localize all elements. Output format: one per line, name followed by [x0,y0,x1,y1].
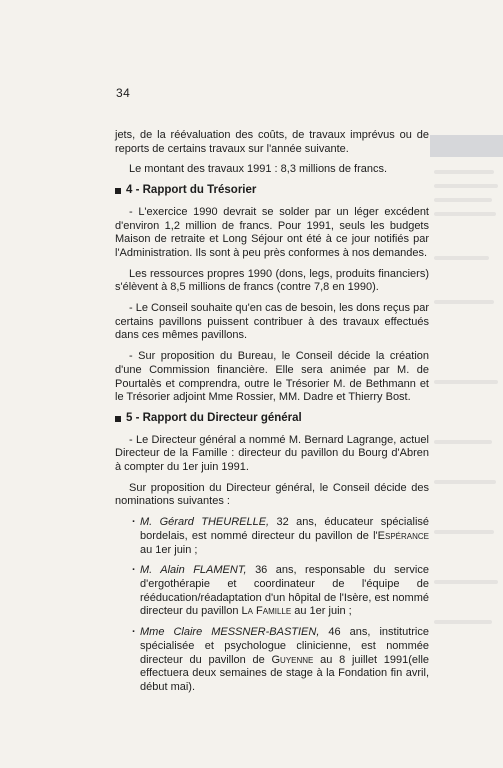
nomination-text: 32 ans, éducateur spécialisé bordelais, est nommé directeur du pavillon de l' [140,516,429,542]
paragraph: - L'exercice 1990 devrait se solder par un léger excédent d'environ 1,2 million de francs. Pour 1991, seuls les budgets Maison de retraite et Long Séjour ont été à ce jour notifiés par l'Administration. Ils sont à peu près conformes à nos demandes. [115,205,429,259]
ghost-heading-block [430,135,503,157]
bullet-dot-icon: · [132,516,136,529]
nominee-name: M. Gérard THEURELLE, [140,516,270,529]
nominee-name: M. Alain FLAMENT, [140,564,247,577]
nomination-text: au 1er juin ; [291,605,352,618]
paragraph: - Le Conseil souhaite qu'en cas de besoin, les dons reçus par certains pavillons puissent contribuer à des travaux effectués dans ces mêmes pavillons. [115,302,429,342]
body-text [115,129,429,702]
nomination-item [115,564,429,619]
pavilion-name: La Famille [241,605,292,618]
section-heading-tresorier [115,184,429,198]
ghost-line [434,300,494,304]
ghost-line [434,256,489,260]
heading-text: 4 - Rapport du Trésorier [126,184,257,197]
bullet-dot-icon: · [132,564,136,577]
square-bullet-icon [115,416,121,422]
paragraph: - Le Directeur général a nommé M. Bernard Lagrange, actuel Directeur de la Famille : directeur du pavillon du Bourg d'Abren à compter du 1er juin 1991. [115,433,429,474]
paragraph-travaux-amount: Le montant des travaux 1991 : 8,3 millions de francs. [129,163,388,176]
paragraph: Les ressources propres 1990 (dons, legs, produits financiers) s'élèvent à 8,5 millions de francs (contre 7,8 en 1990). [115,267,429,294]
nomination-item [115,516,429,557]
section-heading-directeur-general [115,412,429,426]
paragraph: Sur proposition du Directeur général, le Conseil décide des nominations suivantes : [115,481,429,508]
pavilion-name: Espérance [377,529,429,542]
heading-text: 5 - Rapport du Directeur général [126,411,302,424]
nomination-text: 36 ans, responsable du service d'ergothérapie et coordinateur de l'équipe de rééducation/réadaptation d'un hôpital de l'Isère, est nommé directeur du pavillon [140,564,429,618]
nomination-item [115,626,429,695]
ghost-line [434,184,498,188]
paragraph-continuation: jets, de la réévaluation des coûts, de travaux imprévus ou de reports de certains travaux sur l'année suivante. [115,129,429,155]
square-bullet-icon [115,188,121,194]
pavilion-name: Guyenne [271,653,314,666]
ghost-line [434,198,492,202]
page-number: 34 [116,86,131,100]
ghost-line [434,380,498,384]
ghost-line [434,580,498,584]
nomination-text: 46 ans, institutrice spécialisée et psychologue clinicienne, est nommée directeur du pavillon de [140,626,429,666]
ghost-line [434,440,492,444]
nominee-name: Mme Claire MESSNER-BASTIEN, [140,626,320,639]
paragraph: - Sur proposition du Bureau, le Conseil décide la création d'une Commission financière. Elle sera animée par M. de Pourtalès et comprendra, outre le Trésorier M. de Bethmann et le Trésorier adjoint Mme Rossier, MM. Dadre et Thierry Bost. [115,350,429,404]
nomination-text: au 8 juillet 1991(elle effectuera deux semaines de stage à la Fondation fin avril, début mai). [140,653,430,693]
ghost-line [434,212,496,216]
ghost-line [434,170,494,174]
ghost-line [434,530,494,534]
bullet-dot-icon: · [132,626,136,639]
ghost-line [434,480,496,484]
bleed-through-reverse-side [428,0,503,768]
nomination-text: au 1er juin ; [140,543,198,556]
ghost-line [434,620,492,624]
